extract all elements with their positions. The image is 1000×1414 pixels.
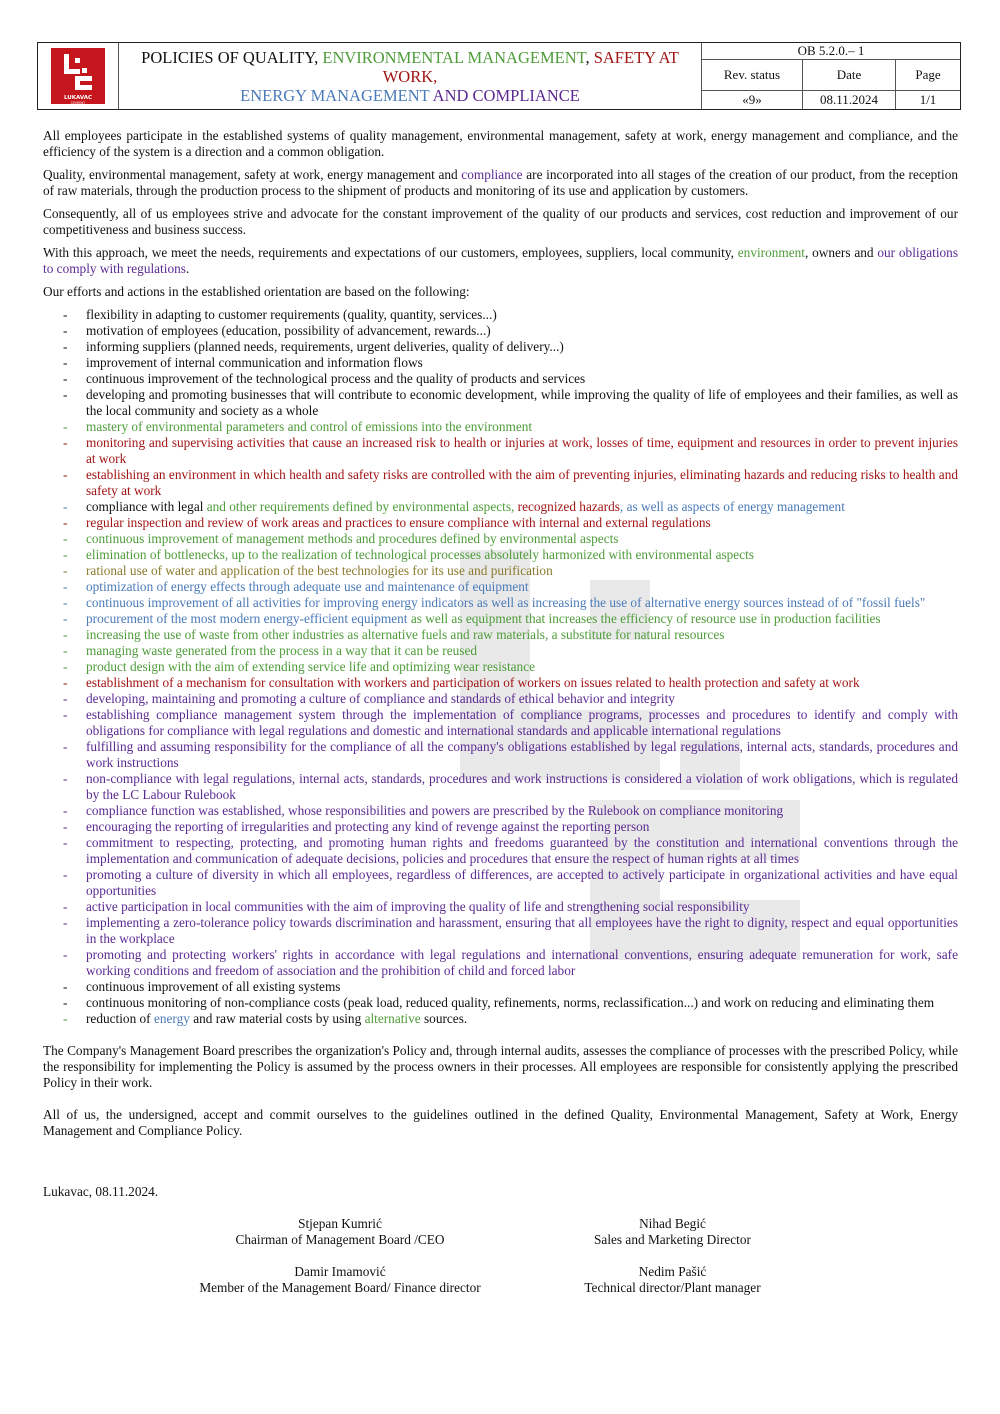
bullet-dash: - (63, 707, 68, 722)
list-item (43, 419, 958, 435)
text-run: our obligations to comply with regulations (43, 245, 958, 276)
text-run: reduction of (86, 1011, 154, 1026)
doc-code-row (702, 43, 960, 60)
text-run: elimination of bottlenecks, up to the realization of technological processes absolutely harmonized with environmental aspects (86, 547, 754, 562)
bullet-dash: - (63, 499, 68, 514)
list-item (43, 739, 958, 771)
list-item (43, 835, 958, 867)
text-run: commitment to respecting, protecting, and promoting human rights and freedoms guaranteed by the constitution and international conventions through the implementation and communication of adequate decisions, policies and procedures that ensure the respect of human rights at all times (86, 835, 958, 866)
bullet-dash: - (63, 659, 68, 674)
bullet-dash: - (63, 435, 68, 450)
list-item (43, 643, 958, 659)
page-value: 1/1 (919, 91, 937, 107)
bullet-dash: - (63, 515, 68, 530)
text-run: motivation of employees (education, possibility of advancement, rewards...) (86, 323, 491, 338)
signatory-role: Member of the Management Board/ Finance director (199, 1280, 481, 1295)
text-run: With this approach, we meet the needs, requirements and expectations of our customers, employees, suppliers, local community, (43, 245, 738, 260)
list-item (43, 387, 958, 419)
text-run: compliance function was established, whose responsibilities and powers are prescribed by the Rulebook on compliance monitoring (86, 803, 784, 818)
text-run: compliance with legal (86, 499, 207, 514)
bullet-dash: - (63, 627, 68, 642)
text-run: increasing the use of waste from other industries as alternative fuels and raw materials, a substitute for natural resources (86, 627, 725, 642)
title-segment: SAFETY AT WORK, (382, 47, 679, 86)
text-run: are incorporated into all stages of the creation of our product, from the reception of raw materials, through the production process to the shipment of products and monitoring of its use and application by customers. (43, 167, 958, 198)
document-meta (702, 43, 960, 109)
list-item (43, 595, 958, 611)
bullet-dash: - (63, 323, 68, 338)
signatory-name: Nedim Pašić (638, 1264, 707, 1279)
text-run: optimization of energy effects through adequate use and maintenance of equipment (86, 579, 529, 594)
text-run: energy (153, 1011, 190, 1026)
logo-cell (38, 43, 119, 109)
logo-mark-icon (51, 48, 105, 92)
list-item (43, 515, 958, 531)
meta-values-row (702, 91, 960, 109)
list-item (43, 499, 958, 515)
bullet-dash: - (63, 675, 68, 690)
text-run: regular inspection and review of work areas and practices to ensure compliance with internal and external regulations (86, 515, 711, 530)
text-run: promoting and protecting workers' rights in accordance with legal regulations and international conventions, ensuring adequate remuneration for work, safe working conditions and freedom of association and the prohibition of child and forced labor (86, 947, 958, 978)
text-run: non-compliance with legal regulations, internal acts, standards, procedures and work instructions is considered a violation of work obligations, which is regulated by the LC Labour Rulebook (86, 771, 958, 802)
text-run: , owners and (805, 245, 878, 260)
text-run: developing and promoting businesses that will contribute to economic development, while improving the quality of life of employees and their families, as well as the local community and society as a whole (86, 387, 958, 418)
policy-list (43, 307, 958, 1027)
bullet-dash: - (63, 771, 68, 786)
bullet-dash: - (63, 579, 68, 594)
text-run: mastery of environmental parameters and control of emissions into the environment (86, 419, 533, 434)
title-segment: POLICIES OF QUALITY, (141, 47, 323, 67)
title-line-2 (240, 86, 580, 105)
text-run: establishing an environment in which health and safety risks are controlled with the aim of preventing injuries, eliminating hazards and reducing risks to health and safety at work (86, 467, 958, 498)
text-run: and raw material costs by using (189, 1011, 365, 1026)
text-run: recognized hazards (517, 499, 620, 514)
title-segment: ENERGY MANAGEMENT (240, 85, 430, 105)
text-run: improvement of internal communication and information flows (86, 355, 423, 370)
text-run: rational use of water and application of the best technologies for its use and purification (86, 563, 553, 578)
text-run: alternative (364, 1011, 421, 1026)
text-run: flexibility in adapting to customer requirements (quality, quantity, services...) (86, 307, 497, 322)
title-segment: ENVIRONMENTAL MANAGEMENT (322, 47, 586, 67)
text-run: and other requirements defined by environmental aspects, (206, 499, 518, 514)
signatory-ceo (190, 1216, 490, 1248)
text-run: sources. (420, 1011, 468, 1026)
bullet-dash: - (63, 867, 68, 882)
list-item (43, 627, 958, 643)
bullet-dash: - (63, 691, 68, 706)
title-segment: , (585, 47, 594, 67)
bullet-dash: - (63, 531, 68, 546)
list-item (43, 531, 958, 547)
title-line-1 (119, 48, 701, 86)
policy-body (43, 128, 958, 1146)
date-label: Date (803, 60, 896, 89)
closing-paragraph-2: All of us, the undersigned, accept and commit ourselves to the guidelines outlined in the defined Quality, Environmental Management, Safety at Work, Energy Management and Compliance Policy. (43, 1107, 958, 1138)
list-item (43, 691, 958, 707)
list-item (43, 467, 958, 499)
rev-label: Rev. status (702, 60, 803, 89)
text-run: continuous improvement of the technological process and the quality of products and services (86, 371, 586, 386)
list-item (43, 803, 958, 819)
text-run: establishing compliance management system through the implementation of compliance programs, processes and procedures to identify and comply with obligations for compliance with legal regulations and domestic and international standards and applicable international regulations (86, 707, 958, 738)
logo-subtext: CEMENT (70, 101, 86, 105)
list-item (43, 1011, 958, 1027)
list-item (43, 563, 958, 579)
list-item (43, 547, 958, 563)
text-run: continuous monitoring of non-compliance costs (peak load, reduced quality, refinements, norms, reclassification...) and work on reducing and eliminating them (86, 995, 935, 1010)
bullet-dash: - (63, 307, 68, 322)
signatory-name: Damir Imamović (294, 1264, 386, 1279)
company-logo (51, 48, 105, 104)
list-item (43, 355, 958, 371)
place-date: Lukavac, 08.11.2024. (43, 1184, 159, 1199)
list-item (43, 307, 958, 323)
bullet-dash: - (63, 339, 68, 354)
text-run: compliance (461, 167, 523, 182)
text-run: fulfilling and assuming responsibility for the compliance of all the company's obligations established by legal regulations, internal acts, standards, procedures and work instructions (86, 739, 958, 770)
text-run: developing, maintaining and promoting a culture of compliance and standards of ethical behavior and integrity (86, 691, 675, 706)
intro-paragraphs (43, 128, 958, 277)
list-intro: Our efforts and actions in the established orientation are based on the following: (43, 284, 470, 299)
list-item (43, 323, 958, 339)
text-run: environment (737, 245, 805, 260)
text-run: procurement of the most modern energy-efficient equipment (86, 611, 411, 626)
text-run: as well as equipment that increases the efficiency of resource use in production facilities (410, 611, 881, 626)
text-run: managing waste generated from the process in a way that it can be reused (86, 643, 477, 658)
bullet-dash: - (63, 355, 68, 370)
bullet-dash: - (63, 819, 68, 834)
intro-paragraph (43, 245, 958, 277)
list-item (43, 339, 958, 355)
list-item (43, 771, 958, 803)
bullet-dash: - (63, 611, 68, 626)
intro-paragraph (43, 206, 958, 238)
document-header (37, 42, 961, 110)
text-run: continuous improvement of all existing systems (86, 979, 341, 994)
list-item (43, 371, 958, 387)
page-label: Page (915, 67, 941, 83)
text-run: Consequently, all of us employees strive and advocate for the constant improvement of the quality of our products and services, cost reduction and improvement of our competitiveness and business success. (43, 206, 958, 237)
list-item (43, 611, 958, 627)
list-item (43, 899, 958, 915)
doc-code: OB 5.2.0.– 1 (797, 43, 865, 59)
intro-paragraph (43, 128, 958, 160)
list-item (43, 867, 958, 899)
bullet-dash: - (63, 467, 68, 482)
bullet-dash: - (63, 979, 68, 994)
meta-labels-row (702, 60, 960, 90)
bullet-dash: - (63, 915, 68, 930)
text-run: , as well as aspects of energy management (619, 499, 845, 514)
bullet-dash: - (63, 835, 68, 850)
bullet-dash: - (63, 803, 68, 818)
signatory-sales (540, 1216, 805, 1248)
list-item (43, 579, 958, 595)
bullet-dash: - (63, 899, 68, 914)
title-segment: AND COMPLIANCE (429, 85, 580, 105)
bullet-dash: - (63, 1011, 68, 1026)
text-run: establishment of a mechanism for consultation with workers and participation of workers on issues related to health protection and safety at work (86, 675, 860, 690)
list-item (43, 915, 958, 947)
closing-paragraph-1: The Company's Management Board prescribes the organization's Policy and, through internal audits, assesses the compliance of processes with the prescribed Policy, while the responsibility for implementing the Policy is assumed by the process owners in their processes. All employees are responsible for consistently applying the prescribed Policy in their work. (43, 1043, 958, 1090)
signatory-role: Chairman of Management Board /CEO (235, 1232, 445, 1247)
bullet-dash: - (63, 595, 68, 610)
text-run: continuous improvement of all activities for improving energy indicators as well as increasing the use of alternative energy sources instead of of "fossil fuels" (86, 595, 926, 610)
text-run: All employees participate in the established systems of quality management, environmental management, safety at work, energy management and compliance, and the efficiency of the system is a direction and a common obligation. (43, 128, 958, 159)
list-item (43, 675, 958, 691)
logo-text: LUKAVAC (63, 95, 93, 101)
list-item (43, 995, 958, 1011)
text-run: encouraging the reporting of irregularities and protecting any kind of revenge against the reporting person (86, 819, 650, 834)
text-run: . (185, 261, 190, 276)
signatory-name: Nihad Begić (639, 1216, 706, 1231)
list-item (43, 979, 958, 995)
text-run: monitoring and supervising activities that cause an increased risk to health or injuries at work, losses of time, equipment and resources in order to prevent injuries at work (86, 435, 958, 466)
bullet-dash: - (63, 371, 68, 386)
signatory-role: Technical director/Plant manager (584, 1280, 761, 1295)
text-run: product design with the aim of extending service life and optimizing wear resistance (86, 659, 535, 674)
signatory-name: Stjepan Kumrić (298, 1216, 382, 1231)
signatory-technical (540, 1264, 805, 1296)
date-value: 08.11.2024 (803, 91, 896, 109)
document-title (119, 43, 702, 109)
rev-value: «9» (702, 91, 803, 109)
text-run: implementing a zero-tolerance policy towards discrimination and harassment, ensuring that all employees have the right to dignity, respect and equal opportunities in the workplace (86, 915, 958, 946)
bullet-dash: - (63, 739, 68, 754)
bullet-dash: - (63, 643, 68, 658)
bullet-dash: - (63, 547, 68, 562)
text-run: promoting a culture of diversity in which all employees, regardless of differences, are accepted to actively participate in organizational activities and have equal opportunities (86, 867, 958, 898)
list-item (43, 947, 958, 979)
bullet-dash: - (63, 387, 68, 402)
signatory-finance (190, 1264, 490, 1296)
text-run: informing suppliers (planned needs, requirements, urgent deliveries, quality of delivery...) (86, 339, 564, 354)
intro-paragraph (43, 167, 958, 199)
list-item (43, 707, 958, 739)
text-run: active participation in local communities with the aim of improving the quality of life and strengthening social responsibility (86, 899, 750, 914)
list-item (43, 819, 958, 835)
list-item (43, 435, 958, 467)
bullet-dash: - (63, 995, 68, 1010)
text-run: Quality, environmental management, safety at work, energy management and (43, 167, 462, 182)
bullet-dash: - (63, 419, 68, 434)
text-run: continuous improvement of management methods and procedures defined by environmental aspects (86, 531, 619, 546)
signatory-role: Sales and Marketing Director (594, 1232, 751, 1247)
bullet-dash: - (63, 947, 68, 962)
bullet-dash: - (63, 563, 68, 578)
list-item (43, 659, 958, 675)
